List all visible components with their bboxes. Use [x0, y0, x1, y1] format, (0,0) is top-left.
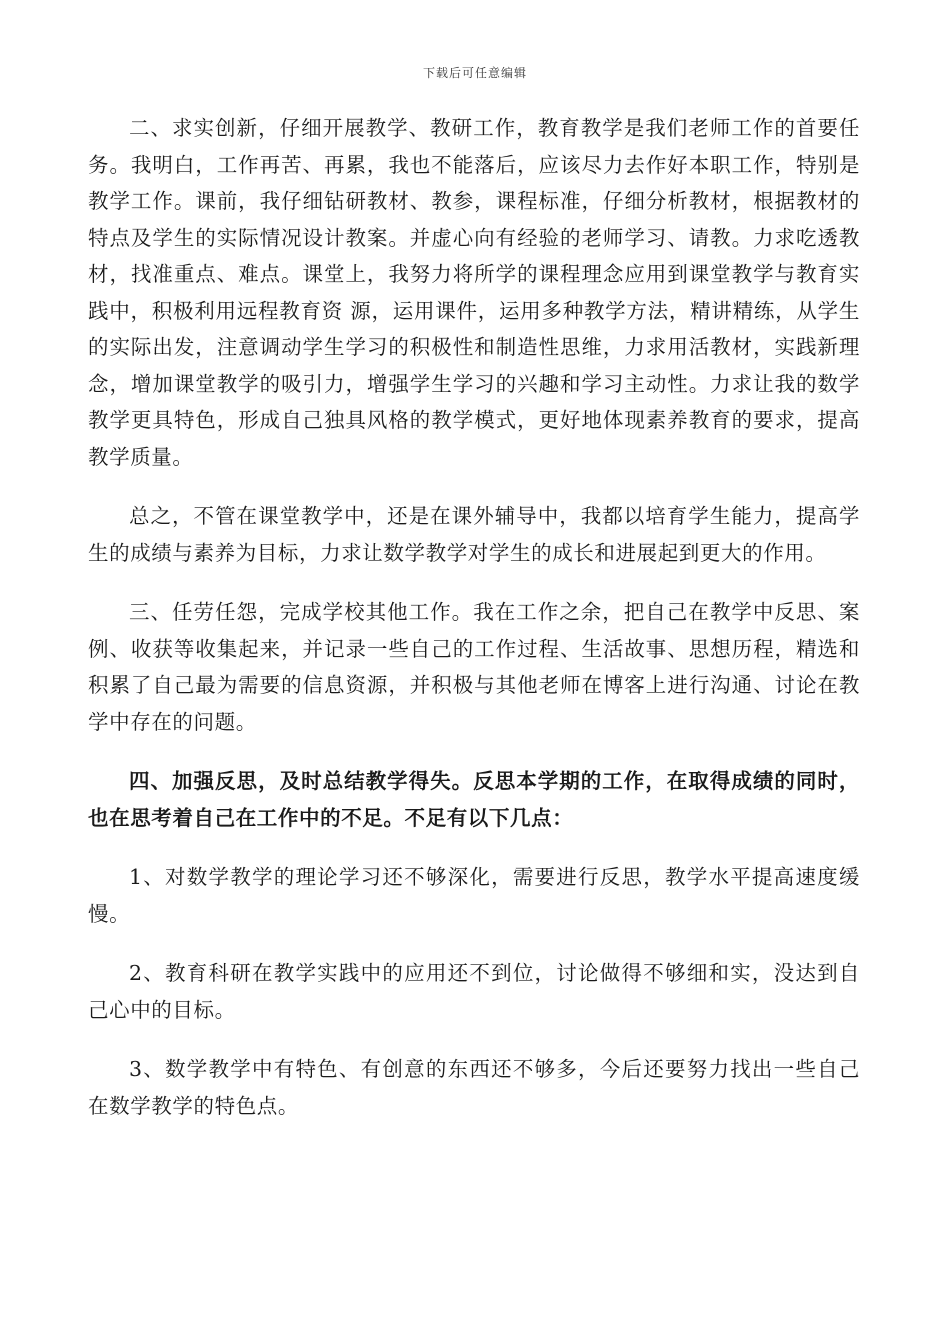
paragraph-teaching-innovation: 二、求实创新，仔细开展教学、教研工作，教育教学是我们老师工作的首要任务。我明白，工作再苦、再累，我也不能落后，应该尽力去作好本职工作，特别是教学工作。课前，我仔细钻研教材、教参，课程标准，仔细分析教材，根据教材的特点及学生的实际情况设计教案。并虚心向有经验的老师学习、请教。力求吃透教材，找准重点、难点。课堂上，我努力将所学的课程理念应用到课堂教学与教育实践中，积极利用远程教育资 源，运用课件，运用多种教学方法，精讲精练，从学生的实际出发，注意调动学生学习的积极性和制造性思维，力求用活教材，实践新理念，增加课堂教学的吸引力，增强学生学习的兴趣和学习主动性。力求让我的数学教学更具特色，形成自己独具风格的教学模式，更好地体现素养教育的要求，提高教学质量。: [88, 116, 860, 469]
page-header: 下载后可任意编辑: [422, 66, 527, 80]
list-item-shortcoming-3: 3、数学教学中有特色、有创意的东西还不够多，今后还要努力找出一些自己在数学教学的特色点。: [88, 1057, 860, 1118]
document-body: [88, 110, 860, 1124]
paragraph-summary: 总之，不管在课堂教学中，还是在课外辅导中，我都以培育学生能力，提高学生的成绩与素养为目标，力求让数学教学对学生的成长和进展起到更大的作用。: [88, 504, 860, 565]
paragraph-reflection-heading: 四、加强反思，及时总结教学得失。反思本学期的工作，在取得成绩的同时，也在思考着自己在工作中的不足。不足有以下几点：: [88, 769, 860, 830]
list-item-shortcoming-2: 2、教育科研在教学实践中的应用还不到位，讨论做得不够细和实，没达到自己心中的目标。: [88, 961, 860, 1022]
paragraph-other-work: 三、任劳任怨，完成学校其他工作。我在工作之余，把自己在教学中反思、案例、收获等收集起来，并记录一些自己的工作过程、生活故事、思想历程，精选和积累了自己最为需要的信息资源，并积极与其他老师在博客上进行沟通、讨论在教学中存在的问题。: [88, 600, 860, 734]
list-item-shortcoming-1: 1、对数学教学的理论学习还不够深化，需要进行反思，教学水平提高速度缓慢。: [88, 865, 860, 926]
